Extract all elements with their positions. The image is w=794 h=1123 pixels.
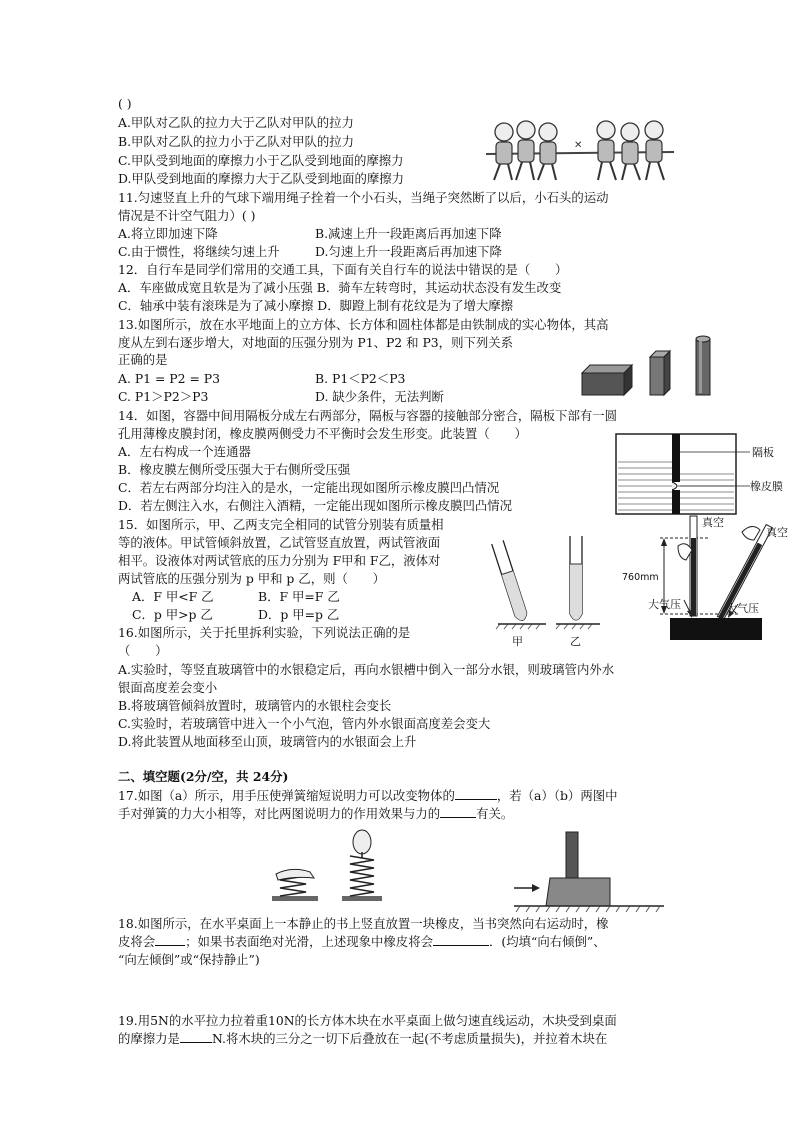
q17-line2: [118, 805, 513, 822]
q17-text-2: ，若（a）（b）两图中: [496, 788, 618, 803]
q16-option-a-line1: A.实验时，等竖直玻璃管中的水银稳定后，再向水银槽中倒入一部分水银，则玻璃管内外水: [118, 662, 615, 677]
torricelli-figure: [620, 510, 792, 646]
q11-option-b: B.减速上升一段距离后再加速下降: [315, 226, 502, 241]
q14-stem-line1: 14．如图，容器中间用隔板分成左右两部分，隔板与容器的接触部分密合，隔板下部有一圆: [118, 408, 618, 423]
q14-option-a: A．左右构成一个连通器: [118, 444, 251, 459]
q14-option-c: C．若左右两部分均注入的是水，一定能出现如图所示橡皮膜凹凸情况: [118, 480, 500, 495]
q15-stem-line1: 15．如图所示，甲、乙两支完全相同的试管分别装有质量相: [118, 517, 444, 532]
q13-option-d: D. 缺少条件，无法判断: [315, 389, 444, 404]
label-vacuum-tilted: 真空: [766, 526, 788, 539]
q10-stem: ( ): [118, 96, 132, 111]
q12-options-ab: A．车座做成宽且软是为了减小压强 B．骑车左转弯时，其运动状态没有发生改变: [118, 280, 562, 295]
q18-blank-2[interactable]: [433, 933, 489, 946]
q15-option-d: D．p 甲=p 乙: [258, 607, 340, 622]
q13-option-c: C. P1＞P2＞P3: [118, 389, 209, 404]
q18-text-3: ．(均填“向右倾倒”、: [488, 934, 606, 949]
q18-text-1: 皮将会: [118, 934, 156, 949]
q14-stem-line2: 孔用薄橡皮膜封闭，橡皮膜两侧受力不平衡时会发生形变。此装置（ ）: [118, 426, 527, 441]
test-tubes-figure: [490, 530, 610, 648]
q14-option-d: D．若左侧注入水，右侧注入酒精，一定能出现如图所示橡皮膜凹凸情况: [118, 498, 513, 513]
label-tube-jia: 甲: [512, 635, 523, 648]
q10-option-a: A.甲队对乙队的拉力大于乙队对甲队的拉力: [118, 115, 354, 130]
q15-stem-line2: 等的液体。甲试管倾斜放置，乙试管竖直放置，两试管液面: [118, 535, 441, 550]
label-membrane: 橡皮膜: [750, 480, 783, 493]
cylinder-block: [696, 336, 710, 395]
q11-stem-line1: 11.匀速竖直上升的气球下端用绳子拴着一个小石头，当绳子突然断了以后，小石头的运动: [118, 190, 609, 205]
label-tube-yi: 乙: [570, 635, 581, 648]
q19-line1: 19.用5N的水平拉力拉着重10N的长方体木块在水平桌面上做匀速直线运动，木块受到桌面: [118, 1013, 617, 1028]
q17-text-4: 有关。: [476, 806, 514, 821]
q15-stem-line4: 两试管底的压强分别为 p 甲和 p 乙，则（ ）: [118, 571, 386, 586]
q16-stem: 16.如图所示，关于托里拆利实验，下列说法正确的是: [118, 625, 411, 640]
iron-blocks-figure: [578, 333, 716, 397]
q15-stem-line3: 相平。设液体对两试管底的压力分别为 F甲和 F乙，液体对: [118, 553, 441, 568]
q19-blank-1[interactable]: [180, 1030, 212, 1043]
label-760mm: 760mm: [622, 572, 659, 583]
label-atmosphere-left: 大气压: [648, 598, 681, 611]
q13-stem-line3: 正确的是: [118, 352, 168, 367]
q18-line3: “向左倾倒”或“保持静止”): [118, 952, 260, 967]
spring-figures: [266, 826, 392, 906]
section-heading: 二、填空题(2分/空，共 24分): [118, 769, 289, 784]
q16-option-c: C.实验时，若玻璃管中进入一个小气泡，管内外水银面高度差会变大: [118, 716, 491, 731]
q13-option-b: B. P1＜P2＜P3: [315, 371, 406, 386]
q11-stem-line2: 情况是不计空气阻力）( ): [118, 208, 256, 223]
q16-option-d: D.将此装置从地面移至山顶，玻璃管内的水银面会上升: [118, 734, 417, 749]
q12-options-cd: C．轴承中装有滚珠是为了减小摩擦 D．脚蹬上制有花纹是为了增大摩擦: [118, 298, 514, 313]
cube-block: [582, 365, 632, 395]
q10-option-d: D.甲队受到地面的摩擦力大于乙队受到地面的摩擦力: [118, 171, 405, 186]
q17-blank-2[interactable]: [440, 805, 476, 818]
spring-b: [342, 830, 382, 901]
q17-line1: [118, 787, 618, 804]
q14-option-b: B．橡皮膜左侧所受压强大于右侧所受压强: [118, 462, 351, 477]
q11-option-d: D.匀速上升一段距离后再加速下降: [315, 244, 502, 259]
q13-option-a: A. P1 = P2 = P3: [118, 371, 221, 386]
q11-option-a: A.将立即加速下降: [118, 226, 218, 241]
label-partition: 隔板: [752, 446, 774, 459]
q19-line2: [118, 1030, 607, 1047]
label-vacuum-vertical: 真空: [702, 516, 724, 529]
q16-paren: （ ）: [118, 643, 168, 658]
q16-option-b: B.将玻璃管倾斜放置时，玻璃管内的水银柱会变长: [118, 698, 392, 713]
tug-of-war-figure: [482, 118, 678, 186]
q17-blank-1[interactable]: [455, 787, 497, 800]
q18-line2: [118, 933, 606, 950]
q18-line1: 18.如图所示，在水平桌面上一本静止的书上竖直放置一块橡皮，当书突然向右运动时，橡: [118, 916, 609, 931]
q13-stem-line1: 13.如图所示，放在水平地面上的立方体、长方体和圆柱体都是由铁制成的实心物体，其高: [118, 317, 609, 332]
cuboid-block: [650, 351, 670, 395]
q16-option-a-line2: 银面高度差会变小: [118, 680, 218, 695]
q12-stem: 12．自行车是同学们常用的交通工具，下面有关自行车的说法中错误的是（ ）: [118, 262, 568, 277]
q15-option-b: B．F 甲=F 乙: [258, 589, 340, 604]
q10-option-b: B.甲队对乙队的拉力小于乙队对甲队的拉力: [118, 134, 355, 149]
book-eraser-figure: [510, 826, 668, 914]
q18-text-2: ；如果书表面绝对光滑，上述现象中橡皮将会: [185, 934, 433, 949]
q17-text-1: 17.如图（a）所示，用手压使弹簧缩短说明力可以改变物体的: [118, 788, 455, 803]
svg-text:✕: ✕: [574, 140, 583, 151]
q17-text-3: 手对弹簧的力大小相等，对比两图说明力的作用效果与力的: [118, 806, 441, 821]
q15-option-a: A．F 甲<F 乙: [132, 589, 214, 604]
q10-option-c: C.甲队受到地面的摩擦力小于乙队受到地面的摩擦力: [118, 153, 404, 168]
q15-option-c: C．p 甲>p 乙: [132, 607, 213, 622]
spring-a: [272, 869, 318, 901]
q11-option-c: C.由于惯性，将继续匀速上升: [118, 244, 280, 259]
q13-stem-line2: 度从左到右逐步增大，对地面的压强分别为 P1、P2 和 P3，则下列关系: [118, 335, 514, 350]
q19-text-2: N.将木块的三分之一切下后叠放在一起(不考虑质量损失)，并拉着木块在: [211, 1031, 608, 1046]
q19-text-1: 的摩擦力是: [118, 1031, 180, 1046]
container-partition-figure: [612, 430, 792, 518]
label-atmosphere-right: 大气压: [726, 602, 759, 615]
q18-blank-1[interactable]: [155, 933, 185, 946]
